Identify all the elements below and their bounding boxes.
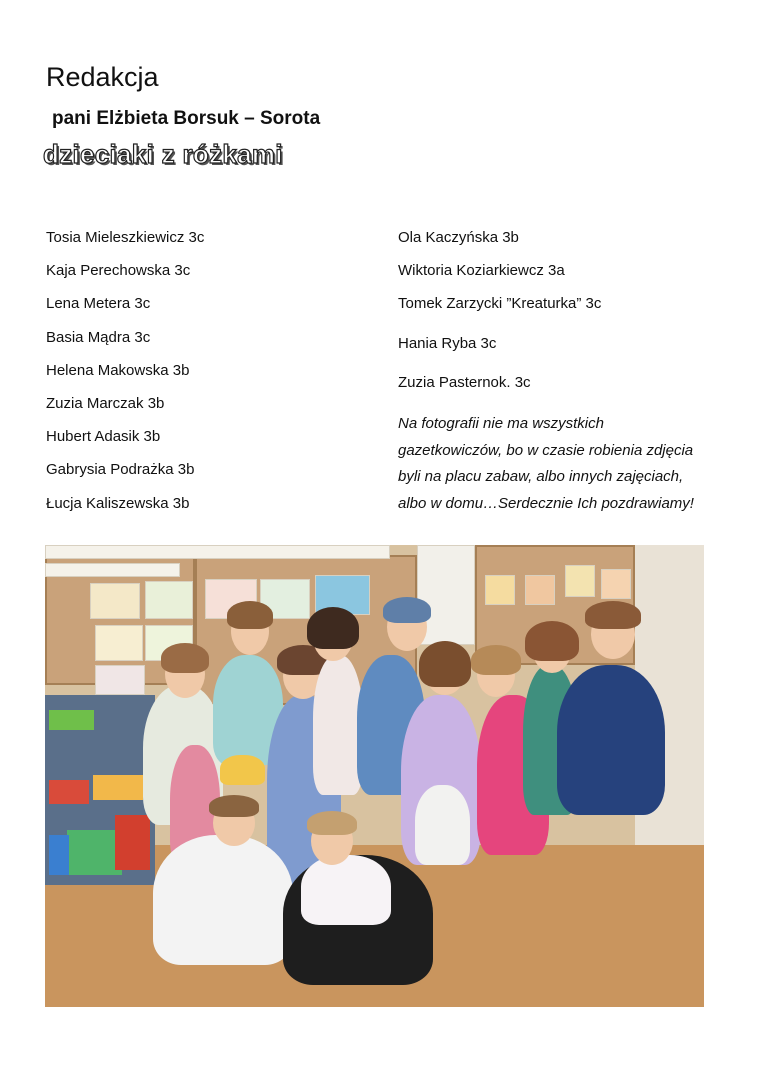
drawing xyxy=(601,569,631,599)
child-figure xyxy=(557,665,665,815)
member-name: Ola Kaczyńska 3b xyxy=(398,229,519,246)
child-hair xyxy=(161,643,209,673)
drawing xyxy=(90,583,140,619)
child-figure xyxy=(415,785,470,865)
child-hair xyxy=(419,641,471,687)
drawing xyxy=(95,625,143,661)
child-hair xyxy=(209,795,259,817)
member-name: Zuzia Marczak 3b xyxy=(46,394,165,412)
page-heading: Redakcja xyxy=(46,62,159,92)
member-name: Wiktoria Koziarkiewcz 3a xyxy=(398,262,565,279)
member-name: Tomek Zarzycki ”Kreaturka” 3c xyxy=(398,295,602,312)
drawing xyxy=(145,581,193,619)
child-hair xyxy=(307,607,359,649)
photo-note xyxy=(398,411,718,517)
member-name: Zuzia Pasternok. 3c xyxy=(398,374,531,391)
member-name: Łucja Kaliszewska 3b xyxy=(46,494,190,512)
group-photo xyxy=(45,545,704,1007)
storage-bin xyxy=(49,835,69,875)
drawing xyxy=(95,665,145,695)
note-line: gazetkowiczów, bo w czasie robienia zdjęcia xyxy=(398,441,694,459)
storage-bin xyxy=(93,775,143,800)
child-hair xyxy=(471,645,521,675)
note-line: Na fotografii nie ma wszystkich xyxy=(398,415,604,432)
member-name: Lena Metera 3c xyxy=(46,295,151,313)
member-name: Kaja Perechowska 3c xyxy=(46,262,191,280)
member-name: Hubert Adasik 3b xyxy=(46,428,161,446)
child-hair xyxy=(227,601,273,629)
child-figure xyxy=(313,655,363,795)
alphabet-strip xyxy=(45,563,180,577)
storage-bin xyxy=(115,815,150,870)
editor-name: pani Elżbieta Borsuk – Sorota xyxy=(52,108,321,129)
child-figure xyxy=(301,855,391,925)
drawing xyxy=(485,575,515,605)
member-name: Helena Makowska 3b xyxy=(46,361,190,379)
drawing xyxy=(525,575,555,605)
drawing xyxy=(565,565,595,597)
child-hair xyxy=(383,597,431,623)
member-name: Hania Ryba 3c xyxy=(398,335,497,352)
member-name: Tosia Mieleszkiewicz 3c xyxy=(46,229,205,246)
team-name: dzieciaki z różkami xyxy=(43,139,283,169)
storage-bin xyxy=(67,830,122,875)
note-line: byli na placu zabaw, albo innych zajęciach, xyxy=(398,468,684,485)
child-hair xyxy=(307,811,357,835)
child-figure xyxy=(153,835,293,965)
member-name: Basia Mądra 3c xyxy=(46,328,151,346)
child-hair xyxy=(585,601,641,629)
member-name: Gabrysia Podrażka 3b xyxy=(46,461,195,479)
members-list-left xyxy=(46,229,204,528)
storage-bin xyxy=(49,780,89,804)
note-line: albo w domu…Serdecznie Ich pozdrawiamy! xyxy=(398,494,694,512)
alphabet-strip xyxy=(45,545,390,559)
child-figure xyxy=(220,755,265,785)
child-hair xyxy=(525,621,579,661)
storage-bin xyxy=(49,710,94,730)
